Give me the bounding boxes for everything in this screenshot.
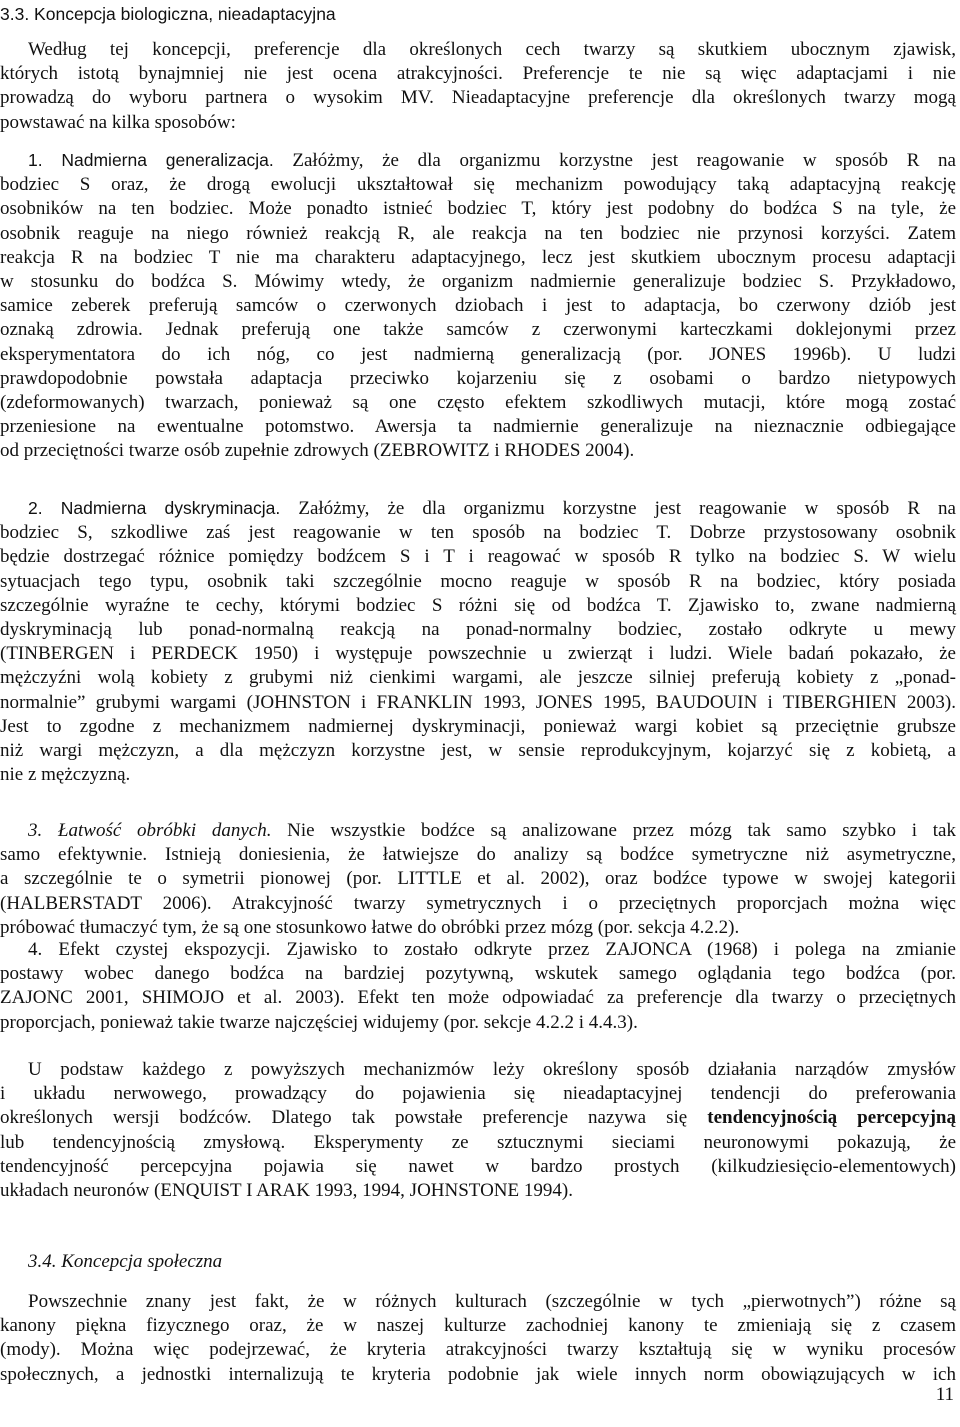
text-line: tendencyjność percepcyjna pojawia się nawet w bardzo prostych (kilkudziesięcio-elementowych) [0,1155,956,1177]
text-line: Jest to zgodne z mechanizmem nadmiernej dyskryminacji, ponieważ wargi kobiet są przeciętnie grubsze [0,715,956,737]
text-line: kanony piękna fizycznego oraz, że w naszej kulturze zachodniej kanony te zmieniają się z czasem [0,1315,956,1337]
text-line: sytuacjach tego typu, osobnik taki szczególnie mocno reaguje w sposób R na bodziec, który posiada [0,570,956,592]
text-line: będzie dostrzegać różnice pomiędzy bodźcem S i T i reagować w sposób R tylko na bodziec S. W wielu [0,546,956,568]
text-line: reakcja R na bodziec T nie ma charakteru adaptacyjnego, lecz jest skutkiem ubocznym procesu adaptacji [0,246,956,268]
line-text: określonych wersji bodźców. Dlatego tak powstałe preferencje nazywa się [0,1107,708,1129]
text-line [0,148,956,173]
text-line: (mody). Można więc podejrzewać, że kryteria atrakcyjności twarzy kształtują się w wyniku procesów [0,1339,956,1361]
text-line: układach neuronów (ENQUIST I ARAK 1993, 1994, JOHNSTONE 1994). [0,1180,573,1202]
line-text: Nie wszystkie bodźce są analizowane przez mózg tak samo szybko i tak [271,820,956,841]
text-line: szczególnie wyraźne te cechy, którymi bodziec S różni się od bodźca T. Zjawisko to, zwane nadmierną [0,594,956,616]
text-line: a szczególnie te o symetrii pionowej (por. LITTLE et al. 2002), oraz bodźce typowe w swojej kategorii [0,868,956,890]
text-line: prowadzą do wyboru partnera o wysokim MV. Nieadaptacyjne preferencje dla określonych twarzy mogą [0,87,956,109]
text-line [0,496,956,521]
item-label: 1. Nadmierna generalizacja. [28,150,274,170]
text-line: bodziec S, szkodliwe zaś jest reagowanie w ten sposób na bodziec T. Dobrze przystosowany osobnik [0,522,956,544]
page-number: 11 [935,1384,954,1405]
text-line: prawdopodobnie powstała adaptacja przeciwko kojarzeniu się z osobami o bardzo nietypowych [0,367,956,389]
text-line: samice zeberek preferują samców o czerwonych dziobach i jest to adaptacja, bo czerwony dziób jest [0,295,956,317]
text-line: Według tej koncepcji, preferencje dla określonych cech twarzy są skutkiem ubocznym zjawisk, [28,39,956,60]
section-heading-3-4 [0,1250,960,1274]
text-line: nie z mężczyzną. [0,764,131,786]
intro-paragraph [0,38,956,135]
section-3-4-paragraph [0,1290,956,1387]
text-line [0,819,956,843]
heading-text: 3.4. Koncepcja społeczna [28,1251,223,1272]
key-term: tendencyjnością percepcyjną [707,1107,956,1129]
text-line: niż wargi mężczyzn, a dla mężczyzn korzystne jest, w sensie reprodukcyjnym, kojarzyć się z kobietą, a [0,740,956,762]
heading-text: 3.3. Koncepcja biologiczna, nieadaptacyjna [0,4,336,24]
line-text: Zjawisko to zostało odkryte przez ZAJONCA (1968) i polega na zmianie [270,939,956,960]
text-line: i układu nerwowego, prowadzący do pojawienia się nieadaptacyjnej tendencji do preferowania [0,1083,956,1105]
text-line [0,938,956,962]
list-item-1 [0,148,956,464]
text-line: społecznych, a jednostki internalizują te kryteria podobnie jak wiele innych norm obowiązujących w ich [0,1363,956,1385]
item-label: 2. Nadmierna dyskryminacja. [28,498,281,518]
text-line: postawy wobec danego bodźca na bardziej pozytywną, wskutek samego oglądania tego bodźca (por. [0,963,956,985]
line-text: Załóżmy, że dla organizmu korzystne jest reagowanie w sposób R na [273,150,956,171]
summary-paragraph [0,1058,956,1203]
text-line: próbować tłumaczyć tym, że są one stosunkowo łatwe do obróbki przez mózg (por. sekcja 4.2.2). [0,916,740,938]
text-line [0,1106,956,1130]
text-line: w stosunku do bodźca S. Mówimy wtedy, że organizm nadmiernie generalizuje bodziec S. Przykładowo, [0,271,956,293]
item-label: 4. Efekt czystej ekspozycji. [28,939,271,960]
text-line: od przeciętności twarze osób zupełnie zdrowych (ZEBROWITZ i RHODES 2004). [0,440,635,462]
text-line: powstawać na kilka sposobów: [0,111,236,133]
text-line: bodziec S oraz, że drogą ewolucji ukształtował się mechanizm powodujący taką adaptacyjną reakcję [0,174,956,196]
text-line: ZAJONC 2001, SHIMOJO et al. 2003). Efekt ten może odpowiadać za preferencje dla twarzy o przeciętnych [0,987,956,1009]
text-line: przeniesione na ewentualne potomstwo. Awersja ta nadmiernie generalizuje na nieznacznie odbiegające [0,416,956,438]
text-line: dyskryminacją lub ponad-normalną reakcją na ponad-normalny bodziec, zostało odkryte u mewy [0,619,956,641]
text-line: (zdeformowanych) twarzach, ponieważ są one często efektem szkodliwych mutacji, które mogą zostać [0,392,956,414]
text-line: Powszechnie znany jest fakt, że w różnych kulturach (szczególnie w tych „pierwotnych”) różne są [28,1291,956,1312]
text-line: normalnie” grubymi wargami (JOHNSTON i FRANKLIN 1993, JONES 1995, BAUDOUIN i TIBERGHIEN 2003). [0,691,956,713]
text-line: lub tendencyjnością zmysłową. Eksperymenty ze sztucznymi sieciami neuronowymi pokazują, że [0,1131,956,1153]
text-line: oznaką zdrowia. Jednak preferują one także samców z czerwonymi karteczkami doklejonymi przez [0,319,956,341]
text-line: U podstaw każdego z powyższych mechanizmów leży określony sposób działania narządów zmysłów [28,1059,956,1080]
text-line: proporcjach, ponieważ takie twarze najczęściej widujemy (por. sekcje 4.2.2 i 4.4.3). [0,1011,638,1033]
list-item-2 [0,496,956,787]
text-line: (TINBERGEN i PERDECK 1950) i występuje powszechnie u zwierząt i ludzi. Wiele badań pokazało, że [0,643,956,665]
text-line: samo efektywnie. Istnieją doniesienia, że łatwiejsze do analizy są bodźce symetryczne niż asymetryczne, [0,844,956,866]
text-line: osobników na ten bodziec. Może ponadto istnieć bodziec T, który jest podobny do bodźca S na tyle, że [0,198,956,220]
text-line: (HALBERSTADT 2006). Atrakcyjność twarzy symetrycznych i o przeciętnych proporcjach można więc [0,892,956,914]
list-item-4 [0,938,956,1035]
item-label: 3. Łatwość obróbki danych. [28,820,272,841]
list-item-3 [0,819,956,940]
section-heading-3-3 [0,2,956,26]
line-text: Załóżmy, że dla organizmu korzystne jest reagowanie w sposób R na [280,498,956,519]
text-line: osobnik reaguje na niego również reakcją R, ale reakcja na ten bodziec nie przynosi korzyści. Zatem [0,222,956,244]
text-line: eksperymentatora do ich nóg, co jest nadmierną generalizacją (por. JONES 1996b). U ludzi [0,343,956,365]
text-line: mężczyźni wolą kobiety z grubymi niż cienkimi wargami, ale jeszcze silniej preferują kobiety z „ponad- [0,667,956,689]
text-line: których istotą bynajmniej nie jest ocena atrakcyjności. Preferencje te nie są więc adaptacjami i nie [0,63,956,85]
